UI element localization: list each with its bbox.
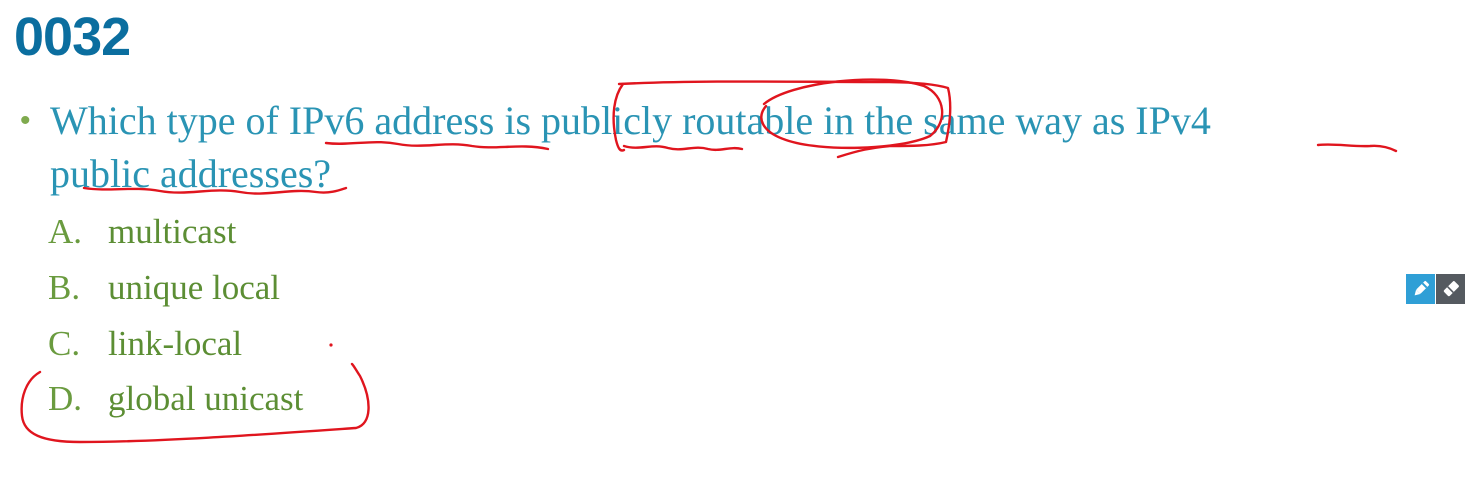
option-letter: C. — [48, 324, 81, 363]
eraser-icon — [1441, 279, 1461, 299]
option-text: global unicast — [108, 379, 304, 418]
option-letter: A. — [48, 212, 83, 251]
option-text: multicast — [108, 212, 237, 251]
slide-title: 0032 — [14, 7, 131, 67]
option-c — [48, 322, 242, 366]
question-line-2: public addresses? — [50, 151, 332, 196]
bullet-point: • — [20, 104, 31, 137]
option-letter: D. — [48, 379, 83, 418]
option-b — [48, 266, 280, 310]
option-d — [48, 377, 303, 421]
option-text: link-local — [108, 324, 243, 363]
option-letter: B. — [48, 268, 81, 307]
question-line-1: Which type of IPv6 address is publicly routable in the same way as IPv4 — [50, 98, 1211, 143]
option-a — [48, 210, 236, 254]
pen-icon — [1411, 279, 1431, 299]
pen-tool-button[interactable] — [1406, 274, 1435, 304]
option-text: unique local — [108, 268, 281, 307]
ink-dot — [329, 343, 332, 346]
annotation-toolbar — [1406, 274, 1465, 304]
eraser-tool-button[interactable] — [1436, 274, 1465, 304]
underline-ipv4 — [1318, 144, 1396, 151]
